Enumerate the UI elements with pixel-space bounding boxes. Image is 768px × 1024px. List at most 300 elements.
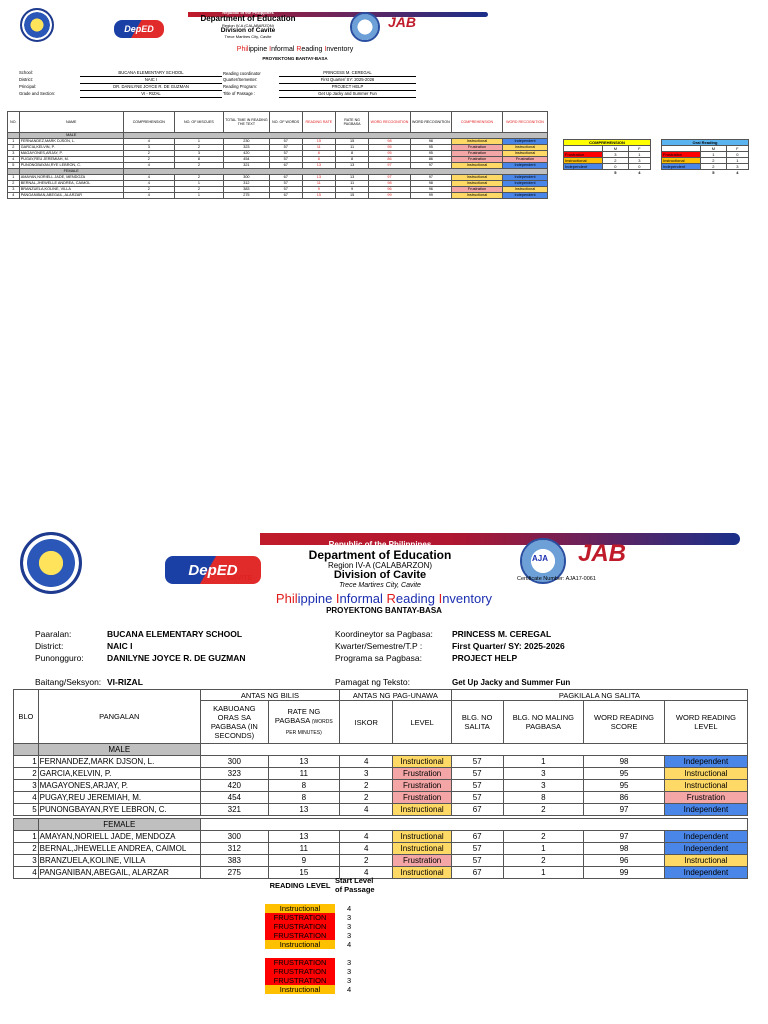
maling-pagbasa: 2	[503, 855, 584, 867]
quarter-label: Quarter/Semester:	[223, 77, 258, 82]
section-label-male: MALE	[38, 744, 200, 756]
certificate-number: Certificate Number: AJA17-0061	[517, 576, 596, 582]
rate-pagbasa: 11	[335, 145, 368, 151]
grade-label: Grade and Section:	[19, 91, 56, 96]
word-reading-score: 95	[584, 768, 665, 780]
section-label-male: MALE	[19, 133, 123, 139]
start-level: 4	[347, 985, 352, 994]
comprehension-level: Frustration	[451, 157, 502, 163]
section-row-female	[14, 819, 748, 831]
rate-pagbasa: 9	[268, 855, 339, 867]
deped-cavite-sublabel: CAVITE	[227, 575, 253, 582]
blg-salita: 57	[451, 792, 503, 804]
iskor: 3	[339, 768, 393, 780]
bottom-subtitle: PROYEKTONG BANTAY-BASA	[326, 606, 442, 615]
comprehension-level: Frustration	[451, 145, 502, 151]
comprehension-level: Instructional	[393, 831, 451, 843]
district-value-large: NAIC I	[107, 641, 133, 651]
bottom-header-text	[290, 541, 470, 589]
level-row	[265, 940, 381, 949]
blg-salita: 57	[451, 756, 503, 768]
table-row	[14, 831, 748, 843]
bottom-info-left	[35, 628, 246, 688]
word-reading-level: Instructional	[664, 768, 747, 780]
reading-rate: 15	[302, 139, 335, 145]
col-level: LEVEL	[393, 701, 451, 744]
word-recognition-level: Independent	[503, 175, 548, 181]
col-comprehension: COMPREHENSION	[123, 112, 174, 133]
table-row	[14, 768, 748, 780]
level-row	[265, 913, 381, 922]
comprehension-level: Instructional	[393, 756, 451, 768]
reading-rate: 13	[302, 163, 335, 169]
word-recognition-b: 86	[410, 157, 451, 163]
comprehension-summary-title: COMPREHENSION	[564, 140, 651, 146]
student-name: PANGANIBAN,ABEGAIL, ALARZAR	[19, 193, 123, 199]
oral-independent-f: 3	[726, 164, 748, 170]
comprehension-score: 4	[123, 163, 174, 169]
student-name: PUGAY,REU JEREMIAH, M.	[19, 157, 123, 163]
comprehension-score: 3	[123, 145, 174, 151]
level-row	[265, 949, 381, 958]
row-no: 2	[8, 145, 20, 151]
col-iskor: ISKOR	[339, 701, 393, 744]
rate-pagbasa: 13	[268, 804, 339, 816]
coordinator-value: PRINCESS M. CEREGAL	[323, 70, 372, 75]
col-word-reading-score: WORD READING SCORE	[584, 701, 665, 744]
row-no: 1	[8, 139, 20, 145]
department-label-large: Department of Education	[308, 548, 452, 563]
reading-level: FRUSTRATION	[265, 967, 335, 976]
baitang-label: Baitang/Seksyon:	[35, 677, 102, 687]
table-row	[14, 780, 748, 792]
word-count: 57	[269, 145, 302, 151]
coordinator-label: Reading coordinator	[223, 70, 261, 76]
word-count: 57	[269, 139, 302, 145]
level-row	[265, 931, 381, 940]
word-count: 67	[269, 193, 302, 199]
reading-seconds: 300	[200, 831, 268, 843]
maling-pagbasa: 1	[503, 843, 584, 855]
maling-pagbasa: 2	[503, 831, 584, 843]
comprehension-score: 2	[123, 151, 174, 157]
division-label-large: Division of Cavite	[333, 569, 427, 582]
maling-pagbasa: 1	[503, 867, 584, 879]
word-recognition-level: Independent	[503, 139, 548, 145]
comprehension-level: Instructional	[393, 843, 451, 855]
oral-reading-summary-title: Oral Reading	[662, 140, 749, 146]
aja-logo-text: AJA	[532, 554, 549, 563]
rate-pagbasa: 15	[268, 867, 339, 879]
miscues-count: 2	[174, 175, 223, 181]
word-count: 67	[269, 163, 302, 169]
col-word-recognition-a: WORD RECOGNITION	[369, 112, 410, 133]
school-value: BUCANA ELEMENTARY SCHOOL	[118, 70, 184, 75]
reading-time: 383	[224, 187, 270, 193]
word-recognition: 97	[369, 163, 410, 169]
miscues-count: 2	[174, 163, 223, 169]
top-results-body	[8, 133, 548, 199]
row-no: 2	[14, 768, 39, 780]
comprehension-level: Instructional	[451, 193, 502, 199]
district-label: District:	[19, 77, 33, 82]
comprehension-score: 4	[123, 139, 174, 145]
word-reading-score: 98	[584, 756, 665, 768]
start-level: 3	[347, 976, 352, 985]
comprehension-level: Instructional	[393, 804, 451, 816]
word-recognition-level: Instructional	[503, 151, 548, 157]
col-miscues: NO. OF MISCUES	[174, 112, 223, 133]
oral-total-f: 4	[736, 170, 739, 175]
blg-salita: 67	[451, 804, 503, 816]
comp-independent-m: 0	[603, 164, 629, 170]
table-row	[14, 756, 748, 768]
republic-label-large: Republic of the Philippines	[328, 540, 432, 549]
rate-pagbasa: 11	[335, 181, 368, 187]
city-label-large: Trece Martires City, Cavite	[339, 581, 421, 589]
comprehension-level: Instructional	[451, 175, 502, 181]
row-no: 1	[14, 831, 39, 843]
maling-pagbasa: 3	[503, 780, 584, 792]
reading-seconds: 300	[200, 756, 268, 768]
word-recognition: 95	[369, 145, 410, 151]
principal-label: Principal:	[19, 84, 37, 89]
reading-rate: 9	[302, 187, 335, 193]
level-row	[265, 904, 381, 913]
reading-level-header: READING LEVEL	[269, 880, 331, 890]
comprehension-level: Instructional	[393, 867, 451, 879]
word-reading-level: Instructional	[664, 780, 747, 792]
grade-value: VI - RIZAL	[80, 91, 222, 98]
miscues-count: 8	[174, 157, 223, 163]
col-total-time: TOTAL TIME IN READING THE TEXT	[224, 112, 270, 133]
word-reading-level: Frustration	[664, 792, 747, 804]
oral-instructional-label: Instructional	[662, 158, 701, 164]
col-reading-rate: READING RATE	[302, 112, 335, 133]
row-no: 3	[14, 780, 39, 792]
reading-time: 321	[224, 163, 270, 169]
blg-salita: 57	[451, 768, 503, 780]
comprehension-level: Frustration	[451, 151, 502, 157]
division-label: Division of Cavite	[220, 26, 276, 34]
reading-time: 454	[224, 157, 270, 163]
bottom-results-table	[13, 689, 748, 879]
section-label-female: FEMALE	[19, 169, 123, 175]
deped-seal-large-icon	[20, 532, 82, 594]
word-recognition: 99	[369, 193, 410, 199]
word-reading-level: Instructional	[664, 855, 747, 867]
oral-reading-summary	[661, 139, 749, 175]
student-name: BRANZUELA,KOLINE, VILLA	[19, 187, 123, 193]
iskor: 4	[339, 756, 393, 768]
student-name: GARCIA,KELVIN, P.	[38, 768, 200, 780]
word-recognition-b: 96	[410, 187, 451, 193]
level-row	[265, 985, 381, 994]
word-recognition-level: Frustration	[503, 157, 548, 163]
reading-rate: 13	[302, 175, 335, 181]
kwarter-label: Kwarter/Semestre/T.P :	[335, 641, 423, 651]
comp-frustration-m: 3	[603, 152, 629, 158]
reading-rate: 11	[302, 181, 335, 187]
maling-pagbasa: 2	[503, 804, 584, 816]
word-recognition-b: 98	[410, 181, 451, 187]
reading-seconds: 321	[200, 804, 268, 816]
col-rate-pagbasa-large: RATE NG PAGBASA	[274, 706, 321, 725]
reading-level: Instructional	[265, 985, 335, 994]
word-recognition: 98	[369, 181, 410, 187]
col-blg-salita: BLG. NO SALITA	[451, 701, 503, 744]
top-letterhead	[8, 6, 488, 44]
republic-label: Republic of the Philippines	[222, 10, 274, 15]
table-row	[14, 792, 748, 804]
word-recognition: 95	[369, 151, 410, 157]
rate-pagbasa: 8	[335, 151, 368, 157]
reading-level: Instructional	[265, 940, 335, 949]
reading-level: FRUSTRATION	[265, 922, 335, 931]
comprehension-level: Instructional	[451, 139, 502, 145]
reading-time: 323	[224, 145, 270, 151]
comprehension-score: 4	[123, 181, 174, 187]
word-reading-level: Independent	[664, 843, 747, 855]
rate-pagbasa: 11	[268, 768, 339, 780]
rate-pagbasa: 13	[335, 175, 368, 181]
group-antas-bilis: ANTAS NG BILIS	[200, 690, 339, 701]
row-no: 3	[14, 855, 39, 867]
oral-independent-label: Independent	[662, 164, 701, 170]
pamagat-label: Pamagat ng Teksto:	[335, 677, 410, 687]
reading-time: 300	[224, 175, 270, 181]
top-header-text	[178, 11, 318, 39]
rate-pagbasa: 8	[268, 792, 339, 804]
reading-seconds: 383	[200, 855, 268, 867]
col-pangalan: PANGALAN	[38, 690, 200, 744]
iskor: 4	[339, 843, 393, 855]
start-level-header: Start Level of Passage	[335, 876, 375, 894]
section-label-female: FEMALE	[38, 819, 200, 831]
miscues-count: 1	[174, 181, 223, 187]
row-no: 2	[8, 181, 20, 187]
blg-salita: 57	[451, 843, 503, 855]
word-recognition-b: 99	[410, 193, 451, 199]
comp-frustration-f: 1	[628, 152, 650, 158]
comp-f-header: F	[628, 146, 650, 152]
reading-level: FRUSTRATION	[265, 976, 335, 985]
student-name: AMAYAN,NORIELL JADE, MENDOZA	[19, 175, 123, 181]
reading-rate: 8	[302, 151, 335, 157]
start-level: 3	[347, 913, 352, 922]
blg-salita: 57	[451, 780, 503, 792]
top-results-table	[7, 111, 548, 199]
row-no: 3	[8, 187, 20, 193]
blg-salita: 57	[451, 855, 503, 867]
col-maling-pagbasa: BLG. NO MALING PAGBASA	[503, 701, 584, 744]
word-count: 67	[269, 175, 302, 181]
word-recognition: 98	[369, 139, 410, 145]
bottom-results-body	[14, 744, 748, 879]
oral-frustration-m: 1	[701, 152, 727, 158]
student-name: PUGAY,REU JEREMIAH, M.	[38, 792, 200, 804]
col-word-recognition-level: WORD RECOGNITION	[503, 112, 548, 133]
oral-frustration-f: 0	[726, 152, 748, 158]
col-word-recognition-b: WORD RECOGNITION	[410, 112, 451, 133]
word-recognition-level: Independent	[503, 163, 548, 169]
rate-pagbasa: 11	[268, 843, 339, 855]
student-name: BERNAL,JHEWELLE ANDREA, CAIMOL	[19, 181, 123, 187]
reading-seconds: 420	[200, 780, 268, 792]
comp-instructional-f: 3	[628, 158, 650, 164]
top-info-block	[18, 70, 416, 98]
level-row	[265, 958, 381, 967]
reading-time: 275	[224, 193, 270, 199]
comprehension-level: Frustration	[451, 187, 502, 193]
reading-level: FRUSTRATION	[265, 958, 335, 967]
comprehension-level: Instructional	[451, 163, 502, 169]
rate-pagbasa: 15	[335, 193, 368, 199]
word-count: 57	[269, 187, 302, 193]
department-label: Department of Education	[200, 14, 296, 24]
maling-pagbasa: 1	[503, 756, 584, 768]
reading-seconds: 454	[200, 792, 268, 804]
quarter-value: First Quarter/ SY: 2025-2026	[279, 77, 416, 84]
miscues-count: 3	[174, 151, 223, 157]
region-label: Region IV-A (CALABARZON)	[221, 22, 275, 28]
col-name: NAME	[19, 112, 123, 133]
school-label: School:	[19, 70, 33, 76]
passage-value: Get Up Jacky and Summer Fun	[279, 91, 416, 98]
word-reading-score: 97	[584, 804, 665, 816]
row-no: 5	[14, 804, 39, 816]
word-recognition: 86	[369, 157, 410, 163]
oral-instructional-m: 2	[701, 158, 727, 164]
top-title: Philippine Informal Reading Inventory	[236, 46, 354, 53]
col-kabuoang-oras: KABUOANG ORAS SA PAGBASA (IN SECONDS)	[200, 701, 268, 744]
iskor: 4	[339, 867, 393, 879]
paaralan-value: BUCANA ELEMENTARY SCHOOL	[107, 629, 243, 639]
principal-value: DR. DANILYNE JOYCE R. DE GUZMAN	[80, 84, 222, 91]
word-reading-score: 96	[584, 855, 665, 867]
word-count: 57	[269, 151, 302, 157]
region-label-large: Region IV-A (CALABARZON)	[327, 560, 433, 570]
deped-seal-icon	[20, 8, 54, 42]
word-recognition-b: 95	[410, 151, 451, 157]
bottom-title: Philippine Informal Reading Inventory	[275, 591, 493, 606]
jab-logo-large: JAB	[578, 540, 627, 567]
oral-f-header: F	[726, 146, 748, 152]
row-no: 4	[14, 867, 39, 879]
word-reading-score: 95	[584, 780, 665, 792]
maling-pagbasa: 8	[503, 792, 584, 804]
rate-pagbasa: 9	[335, 187, 368, 193]
deped-cavite-logo-large-icon: DepED	[165, 556, 261, 584]
student-name: BRANZUELA,KOLINE, VILLA	[38, 855, 200, 867]
student-name: GARCIA,KELVIN, P.	[19, 145, 123, 151]
passage-label: Title of Passage :	[223, 91, 256, 96]
blg-salita: 67	[451, 867, 503, 879]
col-blo: BLO	[14, 690, 39, 744]
word-reading-score: 97	[584, 831, 665, 843]
reading-level: Instructional	[265, 904, 335, 913]
word-recognition-b: 98	[410, 139, 451, 145]
level-row	[265, 976, 381, 985]
start-level: 3	[347, 931, 352, 940]
oral-m-header: M	[701, 146, 727, 152]
programa-label: Programa sa Pagbasa:	[335, 653, 422, 663]
deped-cavite-logo-icon: DepED	[114, 20, 164, 38]
word-recognition-b: 97	[410, 175, 451, 181]
word-reading-score: 98	[584, 843, 665, 855]
row-no: 3	[8, 151, 20, 157]
comprehension-level: Frustration	[393, 780, 451, 792]
district-label-large: District:	[35, 641, 64, 651]
word-recognition-level: Instructional	[503, 145, 548, 151]
word-reading-level: Independent	[664, 867, 747, 879]
aja-logo-icon	[350, 12, 380, 42]
comprehension-score: 2	[123, 157, 174, 163]
start-level: 3	[347, 958, 352, 967]
table-row	[14, 804, 748, 816]
col-comprehension-level: COMPREHENSION	[451, 112, 502, 133]
row-no: 1	[14, 756, 39, 768]
blg-salita: 67	[451, 831, 503, 843]
row-no: 5	[8, 163, 20, 169]
reading-seconds: 323	[200, 768, 268, 780]
program-label: Reading Program:	[223, 84, 257, 89]
word-reading-score: 99	[584, 867, 665, 879]
city-label: Trece Martires City, Cavite	[224, 33, 272, 39]
rate-pagbasa: 15	[335, 139, 368, 145]
comp-instructional-label: Instructional	[564, 158, 603, 164]
rate-pagbasa: 8	[268, 780, 339, 792]
comp-total-m: 5	[614, 170, 617, 175]
reading-level-body	[265, 904, 381, 994]
reading-seconds: 275	[200, 867, 268, 879]
jab-logo: JAB	[388, 14, 417, 30]
group-pagkilala-salita: PAGKILALA NG SALITA	[451, 690, 747, 701]
row-no: 4	[8, 157, 20, 163]
student-name: MAGAYONES,ARJAY, P.	[38, 780, 200, 792]
koordineytor-label: Koordineytor sa Pagbasa:	[335, 629, 433, 639]
paaralan-label: Paaralan:	[35, 629, 72, 639]
programa-value: PROJECT HELP	[452, 653, 518, 663]
reading-level: FRUSTRATION	[265, 913, 335, 922]
rate-pagbasa: 8	[335, 157, 368, 163]
punongguro-label: Punongguro:	[35, 653, 84, 663]
word-recognition: 97	[369, 175, 410, 181]
reading-rate: 15	[302, 193, 335, 199]
word-count: 57	[269, 157, 302, 163]
iskor: 2	[339, 855, 393, 867]
oral-total-m: 5	[712, 170, 715, 175]
iskor: 2	[339, 780, 393, 792]
oral-frustration-label: Frustration	[662, 152, 701, 158]
rate-pagbasa: 13	[268, 756, 339, 768]
student-name: BERNAL,JHEWELLE ANDREA, CAIMOL	[38, 843, 200, 855]
table-row	[14, 855, 748, 867]
student-name: FERNANDEZ,MARK DJSON, L.	[19, 139, 123, 145]
rate-pagbasa: 13	[268, 831, 339, 843]
student-name: PANGANIBAN,ABEGAIL, ALARZAR	[38, 867, 200, 879]
group-antas-unawa: ANTAS NG PAG-UNAWA	[339, 690, 451, 701]
comp-frustration-label: Frustration	[564, 152, 603, 158]
row-no: 1	[8, 175, 20, 181]
reading-level-table	[265, 866, 381, 994]
comprehension-summary	[563, 139, 651, 175]
word-recognition-level: Independent	[503, 181, 548, 187]
word-recognition-level: Instructional	[503, 187, 548, 193]
row-no: 4	[8, 193, 20, 199]
word-reading-level: Independent	[664, 804, 747, 816]
reading-time: 420	[224, 151, 270, 157]
